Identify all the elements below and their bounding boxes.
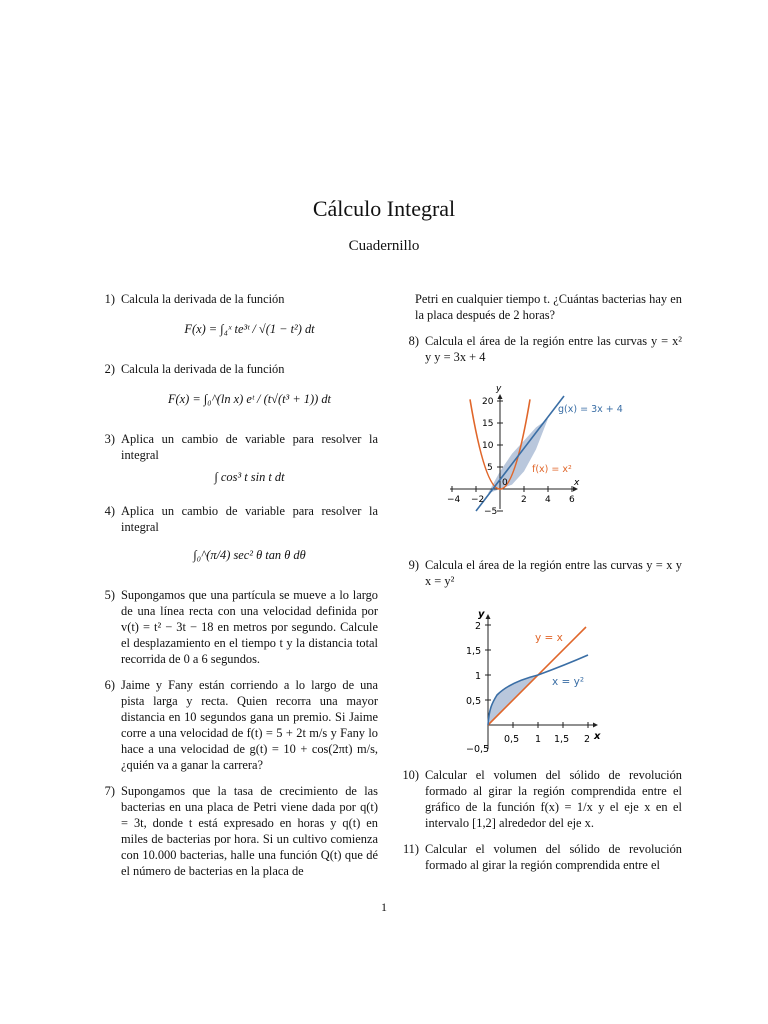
equation: ∫₀^(π/4) sec² θ tan θ dθ [193,548,306,562]
tick-label: −4 [447,495,461,505]
exercise-11 [392,841,682,873]
exercise-text: Calcular el volumen del sólido de revolución formado al girar la región comprendida entre el [425,842,682,872]
tick-label: 0,5 [504,734,520,745]
exercise-10 [392,767,682,831]
exercise-number: 8) [408,334,419,348]
tick-label: 1,5 [554,734,570,745]
axis-label-y: y [478,609,485,620]
exercise-number: 2) [104,362,115,376]
exercise-7-continuation: Petri en cualquier tiempo t. ¿Cuántas bacterias hay en la placa después de 2 horas? [415,292,682,322]
equation: F(x) = ∫₀^(ln x) eᵗ / (t√(t³ + 1)) dt [167,392,331,406]
tick-label: 1 [535,734,542,745]
exercise-4 [88,503,378,577]
label-x-eq-y2: x = y² [552,676,585,688]
axis-label-x: x [574,478,580,488]
exercise-number: 9) [408,558,419,572]
tick-label: −2 [471,495,485,505]
exercise-text: Calcula el área de la región entre las curvas y = x y x = y² [425,558,682,588]
axis-label-x: x [594,731,601,742]
exercise-5 [88,587,378,667]
equation: ∫ cos³ t sin t dt [214,470,285,484]
equation: F(x) = ∫₄ˣ te³ᵗ / √(1 − t²) dt [184,322,315,336]
label-f: f(x) = x² [532,464,572,475]
sqrt-curve [488,655,588,725]
document-title: Cálculo Integral [312,196,456,221]
tick-label: 10 [482,441,494,451]
line-curve [476,396,564,511]
exercise-text: Calcular el volumen del sólido de revolución formado al girar la región comprendida entre el gráfico de la función f(x) = 1/x y el eje x en el intervalo [1,2] alrededor del eje x. [425,768,682,830]
tick-label: 0 [502,478,508,488]
page-number: 1 [381,900,387,914]
exercise-number: 11) [402,842,419,856]
exercise-text: Supongamos que la tasa de crecimiento de las bacterias en una placa de Petri viene dada por q(t) = 3t, donde t está expresado en horas y q(t) en miles de bacterias por hora. Si un cultivo comienza con 10.000 bacterias, halle una función Q(t) que dé el número de bacterias en la placa de [121,784,378,878]
tick-label: 4 [545,495,551,505]
exercise-number: 7) [104,784,115,798]
tick-label: 2 [475,621,482,632]
exercise-text: Calcula la derivada de la función [121,362,285,376]
tick-label: 20 [482,397,494,407]
exercise-number: 6) [104,678,115,692]
exercise-number: 5) [104,588,115,602]
exercise-number: 4) [104,504,115,518]
exercise-9 [392,557,682,589]
axis-label-y: y [496,384,502,394]
tick-label: 2 [584,734,591,745]
exercise-number: 3) [104,432,115,446]
tick-label: 6 [569,495,575,505]
exercise-number: 1) [104,292,115,306]
exercise-3 [88,431,378,493]
document-subtitle: Cuadernillo [348,238,420,254]
exercise-number: 10) [402,768,419,782]
right-column [392,291,682,883]
tick-label: 1,5 [466,646,482,657]
graph-parabola-line [392,379,682,539]
tick-label: −0,5 [466,744,490,755]
tick-label: 5 [487,463,493,473]
exercise-6 [88,677,378,773]
label-y-eq-x: y = x [535,632,563,644]
exercise-text: Aplica un cambio de variable para resolver la integral [121,504,378,534]
exercise-2 [88,361,378,421]
exercise-text: Supongamos que una partícula se mueve a lo largo de una línea recta con una velocidad definida por v(t) = t² − 3t − 18 en metros por segundo. Calcule el desplazamiento en el tiempo t y la distancia total recorrida de 0 a 6 segundos. [121,588,378,666]
tick-label: 15 [482,419,494,429]
exercise-text: Calcula la derivada de la función [121,292,285,306]
exercise-1 [88,291,378,351]
exercise-text: Calcula el área de la región entre las curvas y = x² y y = 3x + 4 [425,334,682,364]
tick-label: 2 [521,495,527,505]
tick-label: 0,5 [466,696,482,707]
tick-label: −5 [484,507,498,517]
exercise-text: Aplica un cambio de variable para resolver la integral [121,432,378,462]
exercise-8 [392,333,682,365]
exercise-7 [88,783,378,879]
tick-label: 1 [475,671,482,682]
label-g: g(x) = 3x + 4 [558,404,623,415]
graph-line-sqrt [392,599,682,755]
exercise-text: Jaime y Fany están corriendo a lo largo de una pista larga y recta. Quien recorra una mayor distancia en 10 segundos gana un premio. Si Jaime corre a una velocidad de f(t) = 5 + 2t m/s y Fany lo hace a una velocidad de g(t) = 10 + cos(2πt) m/s, ¿quién va a ganar la carrera? [121,678,378,772]
left-column [88,291,378,889]
